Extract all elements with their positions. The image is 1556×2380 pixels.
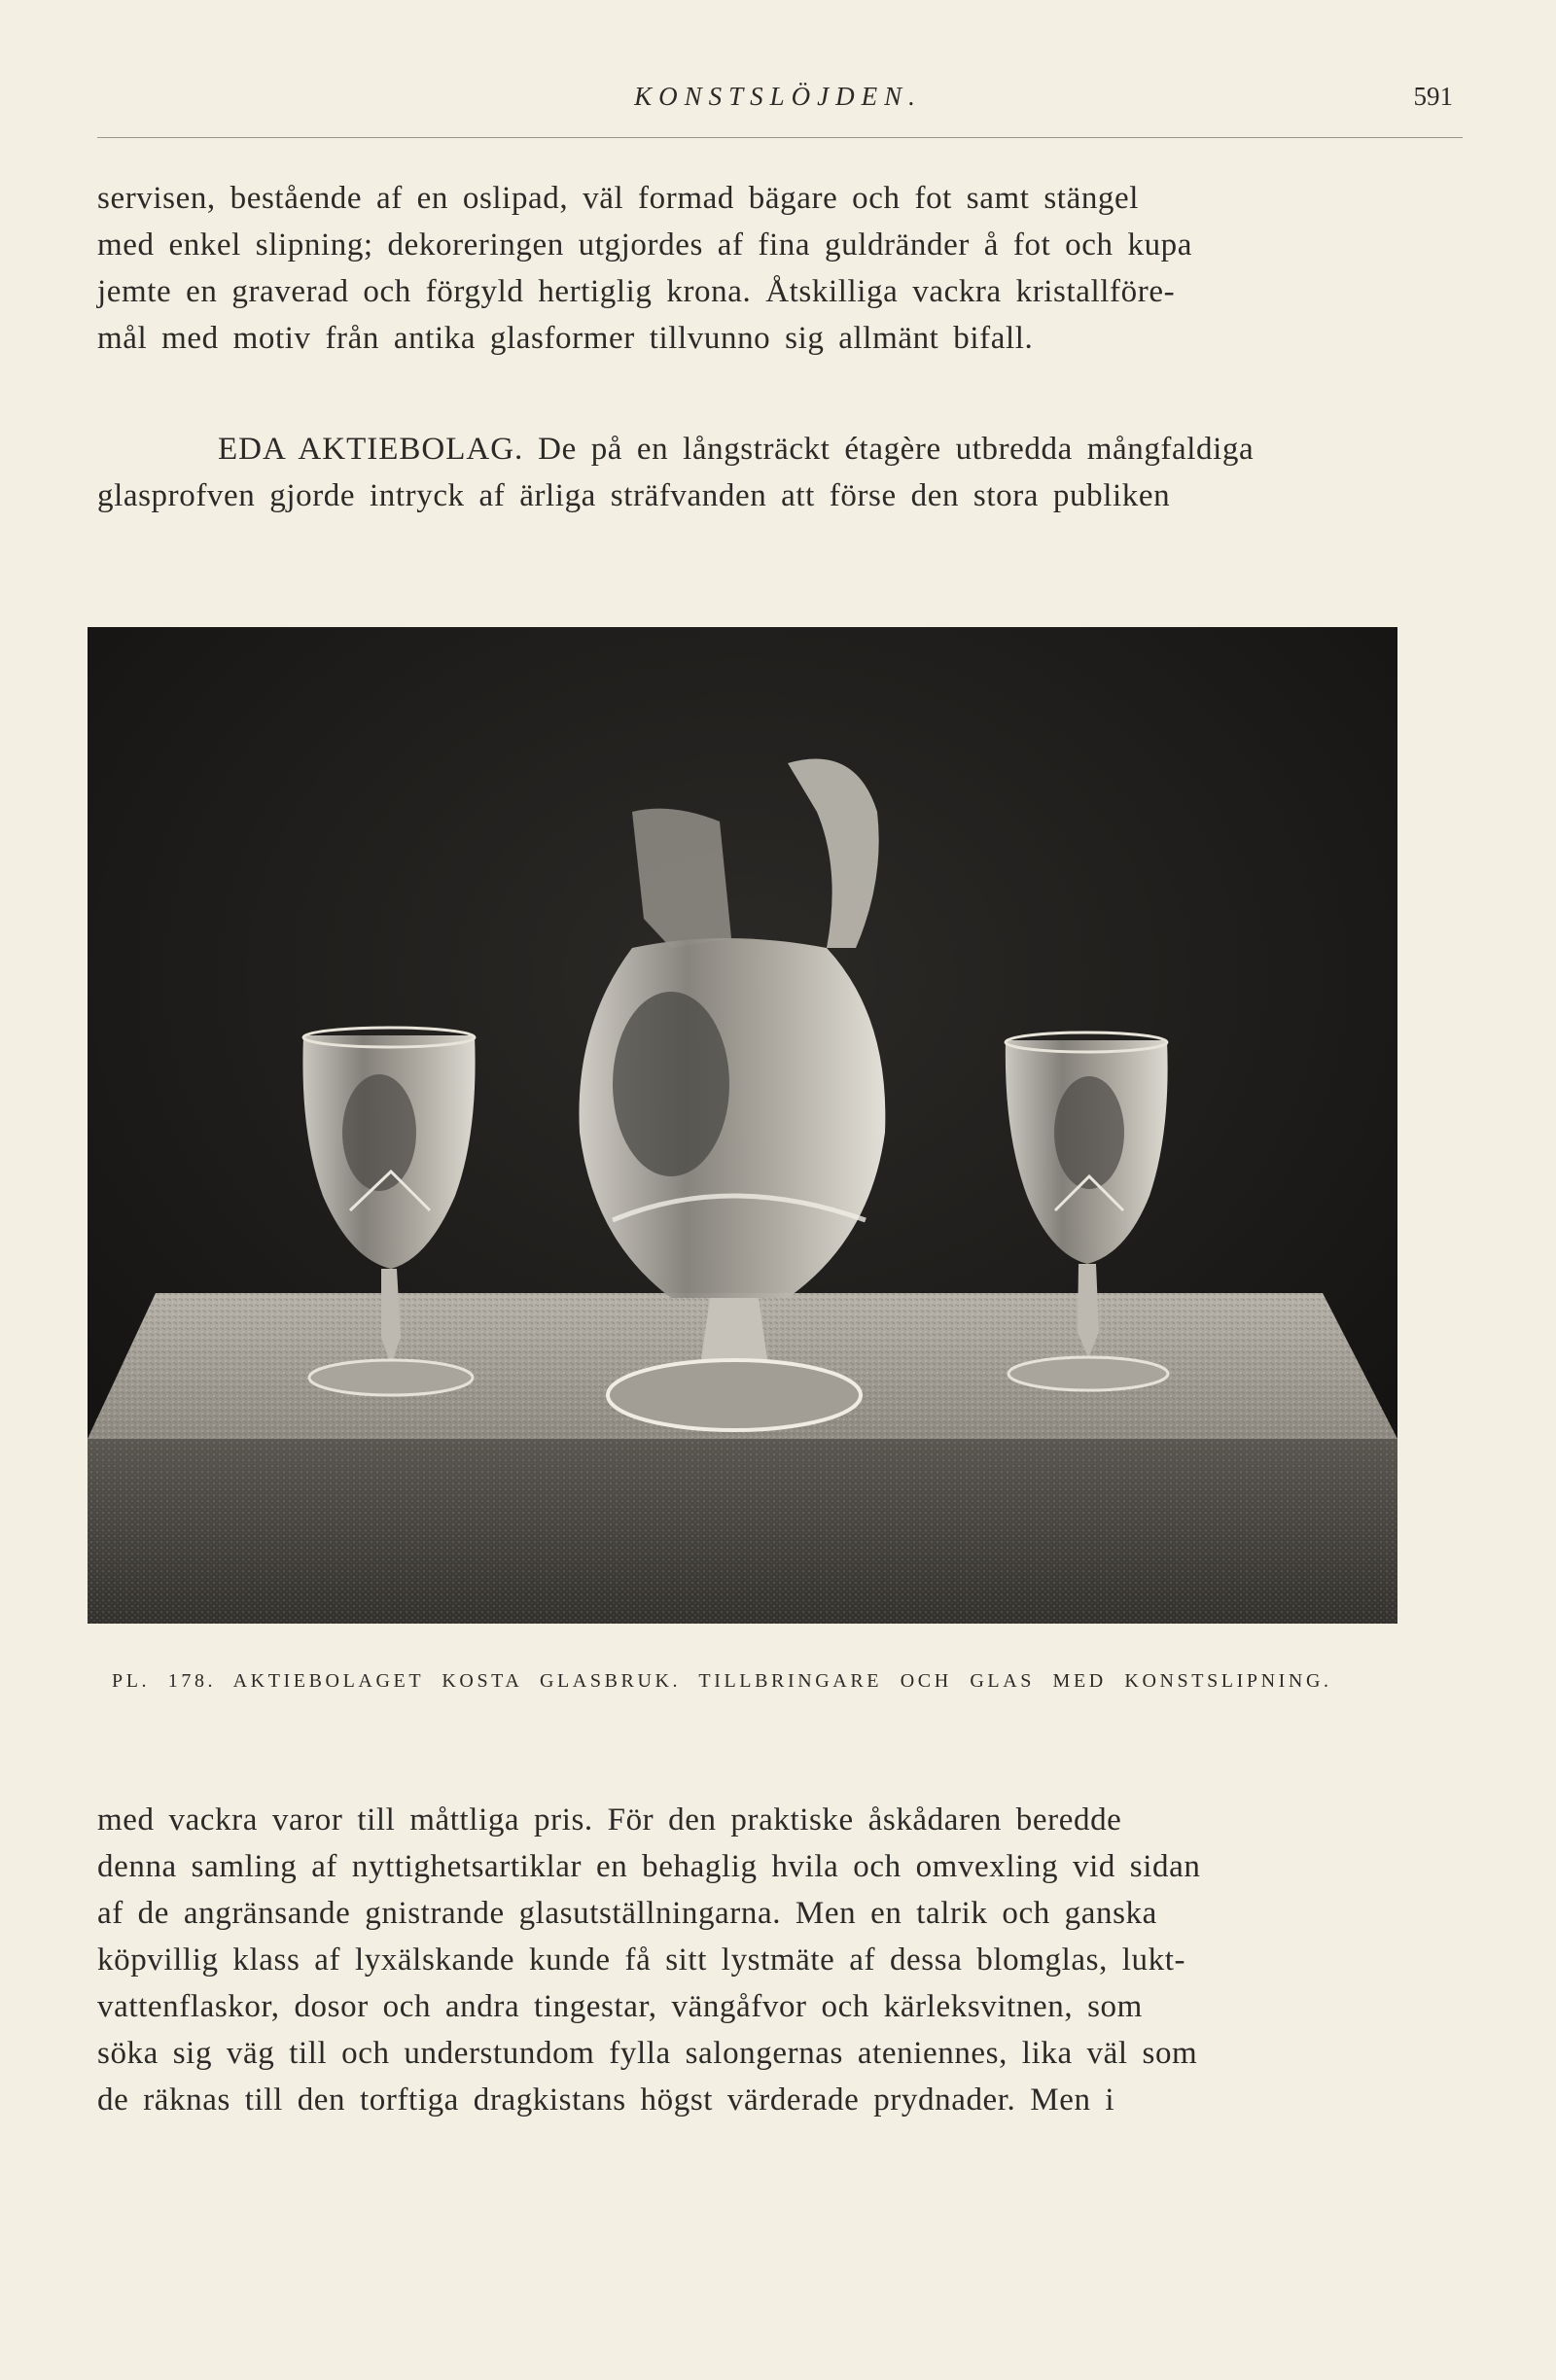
text-line: söka sig väg till och understundom fylla salongernas ateniennes, lika väl som bbox=[97, 2036, 1198, 2071]
text-line bbox=[97, 426, 1381, 472]
text-line: mål med motiv från antika glasformer tillvunno sig allmänt bifall. bbox=[97, 321, 1034, 356]
header-rule bbox=[97, 137, 1463, 138]
text-line: denna samling af nyttighetsartiklar en behaglig hvila och omvexling vid sidan bbox=[97, 1849, 1201, 1884]
text-line: jemte en graverad och förgyld hertiglig krona. Åtskilliga vackra kristallföre- bbox=[97, 274, 1176, 309]
running-title: KONSTSLÖJDEN. bbox=[634, 82, 922, 111]
text-line: med enkel slipning; dekoreringen utgjordes af fina guldränder å fot och kupa bbox=[97, 228, 1193, 262]
running-head bbox=[97, 82, 1459, 121]
page-number: 591 bbox=[1413, 82, 1453, 111]
plate-caption: PL. 178. AKTIEBOLAGET KOSTA GLASBRUK. TILLBRINGARE OCH GLAS MED KONSTSLIPNING. bbox=[112, 1670, 1332, 1692]
glassware-photograph bbox=[88, 627, 1397, 1624]
text-line: af de angränsande gnistrande glasutställningarna. Men en talrik och ganska bbox=[97, 1896, 1157, 1931]
text-line: glasprofven gjorde intryck af ärliga sträfvanden att förse den stora publiken bbox=[97, 478, 1171, 513]
section-heading-eda: EDA AKTIEBOLAG. bbox=[218, 432, 524, 467]
text-line: servisen, bestående af en oslipad, väl formad bägare och fot samt stängel bbox=[97, 181, 1140, 216]
paragraph-servisen bbox=[97, 175, 1381, 362]
text-line: vattenflaskor, dosor och andra tingestar, vängåfvor och kärleksvitnen, som bbox=[97, 1989, 1143, 2024]
paragraph-eda bbox=[97, 426, 1381, 519]
text-line: de räknas till den torftiga dragkistans högst värderade prydnader. Men i bbox=[97, 2082, 1115, 2118]
text-line: köpvillig klass af lyxälskande kunde få sitt lystmäte af dessa blomglas, lukt- bbox=[97, 1942, 1186, 1978]
text-line: med vackra varor till måttliga pris. För den praktiske åskådaren beredde bbox=[97, 1802, 1122, 1838]
photo-plate bbox=[88, 627, 1397, 1624]
paragraph-med-vackra bbox=[97, 1797, 1381, 2123]
text-run: De på en långsträckt étagère utbredda mångfaldiga bbox=[523, 432, 1255, 467]
